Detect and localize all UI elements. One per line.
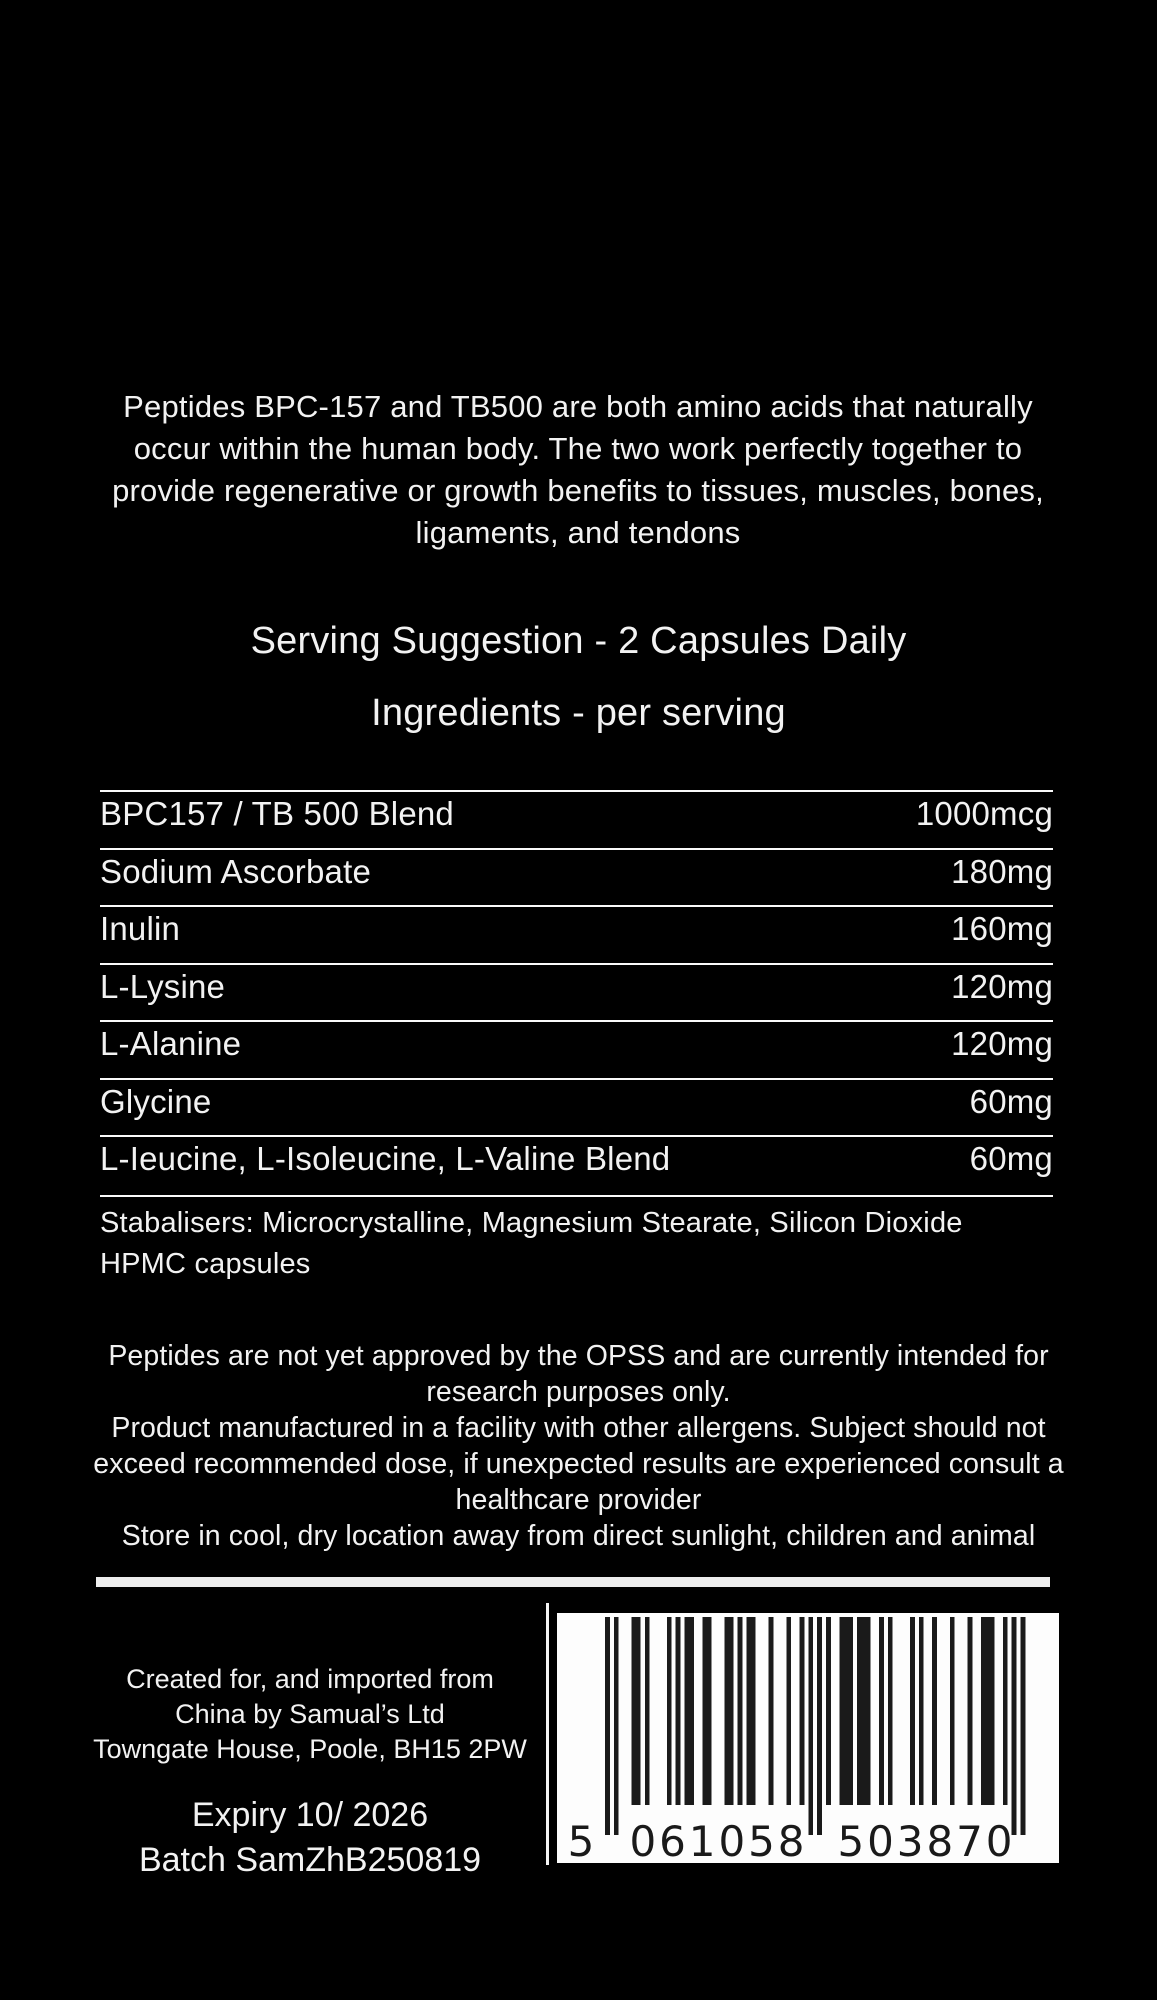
disclaimer-text — [73, 1338, 1084, 1554]
manufacturer-line: Towngate House, Poole, BH15 2PW — [93, 1734, 527, 1764]
barcode-image — [557, 1613, 1059, 1863]
table-row — [100, 790, 1053, 848]
ingredient-name: L-Lysine — [100, 967, 226, 1005]
ingredient-amount: 60mg — [969, 1082, 1053, 1120]
table-row — [100, 848, 1053, 906]
ingredient-amount: 120mg — [951, 1025, 1053, 1062]
barcode-digits-left: 061058 — [629, 1817, 805, 1863]
ingredient-name: L-Ieucine, L-Isoleucine, L-Valine Blend — [100, 1140, 671, 1177]
ingredient-amount: 160mg — [951, 910, 1053, 947]
intro-paragraph: Peptides BPC-157 and TB500 are both amino acids that naturally occur within the human body. The two work perfectly together to provide regenerative or growth benefits to tissues, muscles, bones, ligaments, and tendons — [112, 389, 1044, 550]
ingredient-amount: 60mg — [969, 1140, 1053, 1177]
ingredients-heading: Ingredients - per serving — [371, 692, 786, 734]
ingredient-amount: 180mg — [951, 852, 1053, 890]
batch-text: Batch SamZhB250819 — [138, 1841, 482, 1879]
disclaimer-paragraph: Peptides are not yet approved by the OPSS and are currently intended for research purposes only. — [108, 1340, 1049, 1408]
ingredient-name: Glycine — [100, 1082, 212, 1120]
expiry-text: Expiry 10/ 2026 — [191, 1796, 429, 1834]
disclaimer-paragraph: Store in cool, dry location away from direct sunlight, children and animal — [121, 1520, 1036, 1552]
table-row — [100, 1020, 1053, 1078]
stabilisers-note — [100, 1203, 1060, 1285]
ingredient-name: L-Alanine — [100, 1025, 242, 1062]
barcode-digits-right: 503870 — [837, 1817, 1013, 1863]
serving-suggestion-heading: Serving Suggestion - 2 Capsules Daily — [250, 620, 907, 662]
divider-rule — [96, 1577, 1050, 1587]
ingredients-table — [100, 790, 1053, 1197]
ingredient-amount: 120mg — [951, 967, 1053, 1005]
disclaimer-paragraph: Product manufactured in a facility with other allergens. Subject should not exceed recommended dose, if unexpected results are experienced consult a healthcare provider — [93, 1412, 1064, 1516]
stabilisers-line: Stabalisers: Microcrystalline, Magnesium Stearate, Silicon Dioxide — [100, 1207, 963, 1239]
ingredient-name: Sodium Ascorbate — [100, 852, 372, 890]
expiry-batch-block — [90, 1793, 530, 1883]
table-row — [100, 963, 1053, 1021]
barcode-left-tick — [546, 1603, 549, 1865]
barcode-digit-first: 5 — [567, 1817, 595, 1863]
barcode-digits — [568, 1817, 1013, 1863]
table-row — [100, 1135, 1053, 1197]
manufacturer-address — [90, 1662, 530, 1767]
ingredient-amount: 1000mcg — [915, 795, 1053, 832]
barcode-bars — [605, 1617, 1025, 1835]
table-row — [100, 905, 1053, 963]
ingredient-name: Inulin — [100, 910, 181, 947]
ingredient-name: BPC157 / TB 500 Blend — [100, 795, 454, 832]
manufacturer-line: Created for, and imported from — [126, 1664, 494, 1694]
manufacturer-line: China by Samual’s Ltd — [175, 1699, 445, 1729]
table-row — [100, 1078, 1053, 1136]
stabilisers-line: HPMC capsules — [100, 1248, 311, 1280]
barcode — [557, 1613, 1059, 1863]
